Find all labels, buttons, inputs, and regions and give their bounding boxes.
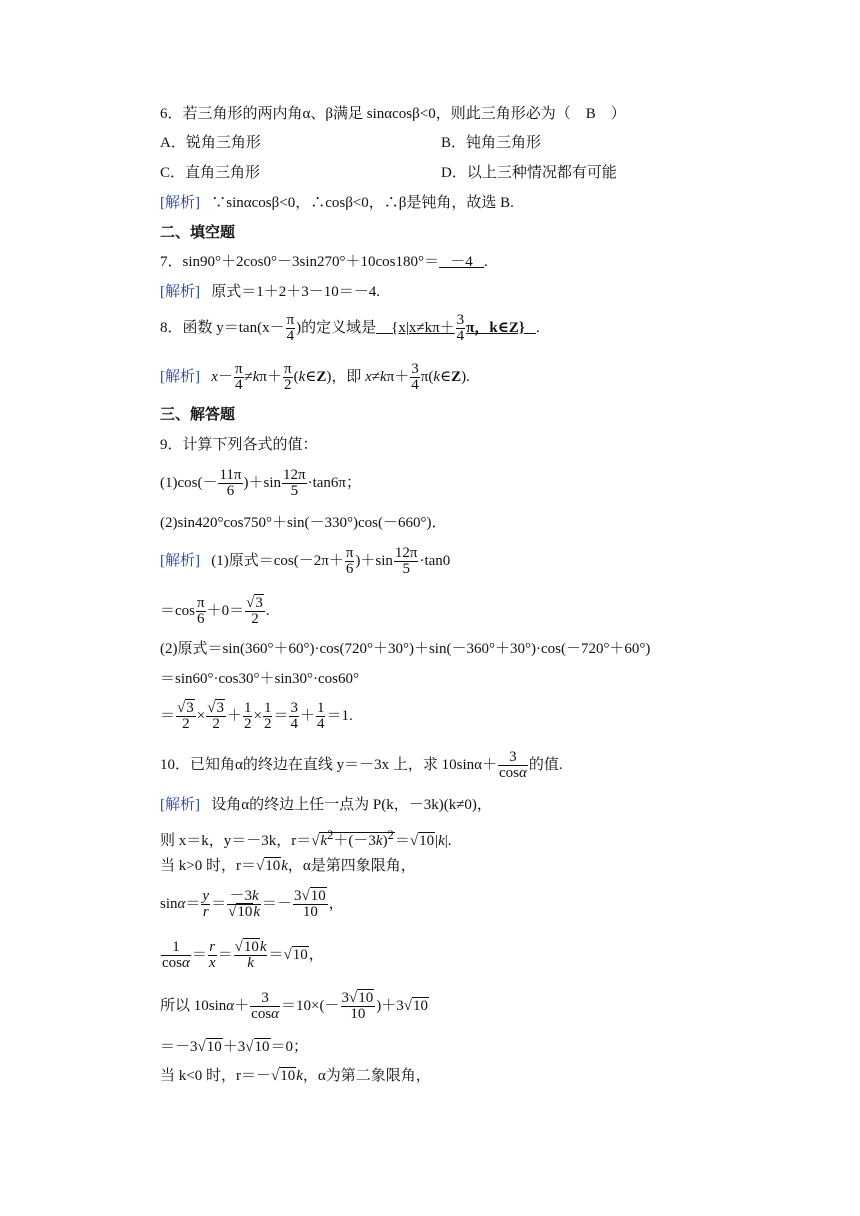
q10-stem-b: 的值.: [528, 757, 563, 773]
fraction: $\frac{r}{x}$: [208, 939, 216, 972]
q6-solution-text: ∵sinαcosβ<0，∴cosβ<0，∴β是钝角，故选 B.: [211, 195, 514, 211]
fraction: $\frac{\pi}{4}$: [234, 361, 243, 394]
section-fill-in: 二、填空题: [160, 225, 236, 241]
solution-tag: [解析]: [160, 195, 200, 211]
q9-part1-c: ·tan6π；: [307, 475, 362, 491]
fraction: $\frac{y}{r}$: [202, 888, 210, 921]
q9-solution-2: ＝cos $\frac{\pi}{6}$ ＋0＝ $\frac{√3}{2}$ .: [160, 595, 270, 628]
fraction: $\frac{\pi}{6}$: [197, 595, 205, 628]
q10-sol3-text: 当 k>0 时，r＝: [160, 858, 256, 874]
fraction: $\frac{1}{2}$: [263, 700, 272, 733]
fraction: $\frac{12\pi}{5}$: [283, 467, 306, 500]
q10-solution-1: [160, 795, 492, 815]
q8-stem: 8．函数 y＝tan(x－ $\frac{\pi}{4}$ )的定义域是 {x|x≠kπ＋ $\frac{3}{4}$ π，k∈Z} .: [160, 312, 540, 345]
fraction: $\frac{3}{\cos\alpha}$: [498, 749, 527, 782]
q10-sol3-tail: ，α是第四象限角，: [287, 858, 416, 874]
fraction: $\frac{3}{4}$: [411, 361, 419, 394]
fraction: $\frac{√10k}{k}$: [234, 939, 267, 972]
q9-solution-5: ＝ $\frac{√3}{2}$ × $\frac{√3}{2}$ ＋ $\frac{1}{2}$ × $\frac{1}{2}$ ＝ $\frac{3}{4}$ ＋ $\frac{1}{4}$ ＝1.: [160, 700, 353, 733]
q10-solution-6: 所以 10sinα＋ $\frac{3}{\cos\alpha}$ ＝10×(－ $\frac{3√10}{10}$ )＋3√10: [160, 990, 428, 1023]
fraction: $\frac{3√10}{10}$: [294, 888, 326, 921]
q9-solution-3: (2)原式＝sin(360°＋60°)·cos(720°＋30°)＋sin(－360°＋30°)·cos(－720°＋60°): [160, 641, 651, 657]
q9-solution-4: ＝sin60°·cos30°＋sin30°·cos60°: [160, 671, 359, 687]
fraction: $\frac{1}{\cos\alpha}$: [162, 939, 190, 972]
q10-solution-5: $\frac{1}{\cos\alpha}$ ＝ $\frac{r}{x}$ ＝ $\frac{√10k}{k}$ ＝√10，: [162, 939, 324, 972]
solution-tag: [解析]: [160, 369, 200, 385]
q8-stem-pre: 8．函数 y＝tan(x－: [160, 320, 285, 336]
fraction: $\frac{\pi}{6}$: [345, 545, 354, 578]
q6-stem: 6．若三角形的两内角α、β满足 sinαcosβ<0，则此三角形必为（ B ）: [160, 106, 626, 122]
q10-solution-2: 则 x＝k，y＝－3k，$r=√k^2+(-3k)^2=√10|k|$.: [160, 828, 452, 849]
fraction: $\frac{11\pi}{6}$: [219, 467, 242, 500]
fraction: $\frac{\pi}{4}$: [286, 312, 295, 345]
q8-stem-mid: )的定义域是: [296, 320, 377, 336]
fraction: $\frac{1}{2}$: [243, 700, 252, 733]
fraction: $\frac{√3}{2}$: [246, 595, 263, 628]
fraction: $\frac{12\pi}{5}$: [394, 545, 418, 578]
q8-solution: [解析] x－ $\frac{\pi}{4}$ ≠kπ＋ $\frac{\pi}{2}$ (k∈Z)，即 x≠kπ＋ $\frac{3}{4}$ π(k∈Z).: [160, 361, 470, 394]
q9-sol1-text: (1)原式＝cos(－2π＋: [211, 553, 344, 569]
fraction: $\frac{√3}{2}$: [177, 700, 194, 733]
q6-option-b: B．钝角三角形: [441, 135, 542, 151]
q10-stem: [160, 750, 563, 781]
fraction: $\frac{3}{4}$: [456, 312, 465, 345]
q7-solution: [160, 282, 380, 302]
q10-sol1-text: 设角α的终边上任一点为 P(k，－3k)(k≠0)，: [211, 797, 492, 813]
q7-stem: 7．sin90°＋2cos0°－3sin270°＋10cos180°＝ －4 .: [160, 254, 488, 270]
q7-stem-text: 7．sin90°＋2cos0°－3sin270°＋10cos180°＝: [160, 254, 439, 270]
q9-stem: 9．计算下列各式的值：: [160, 437, 318, 453]
q10-sol8-text: 当 k<0 时，r＝－: [160, 1068, 271, 1084]
q9-part1: [160, 468, 361, 499]
solution-tag: [解析]: [160, 797, 200, 813]
q9-part1-b: )＋sin: [243, 475, 282, 491]
solution-tag: [解析]: [160, 284, 200, 300]
q10-sol2-text: 则 x＝k，y＝－3k，r＝: [160, 833, 312, 849]
solution-tag: [解析]: [160, 553, 200, 569]
fraction: $\frac{-3k}{√10k}$: [228, 888, 260, 921]
q10-solution-7: ＝－3√10＋3√10＝0；: [160, 1039, 309, 1055]
fraction: $\frac{3}{\cos\alpha}$: [251, 990, 280, 1023]
q6-option-d: D．以上三种情况都有可能: [441, 165, 617, 181]
fraction: $\frac{√3}{2}$: [207, 700, 224, 733]
fraction: $\frac{3}{4}$: [290, 700, 298, 733]
q10-solution-8: 当 k<0 时，r＝－√10k，α为第二象限角，: [160, 1068, 431, 1084]
q9-part1-a: (1)cos(－: [160, 475, 218, 491]
q10-solution-4: sinα＝ $\frac{y}{r}$ ＝ $\frac{-3k}{√10k}$ ＝－ $\frac{3√10}{10}$ ，: [160, 888, 344, 921]
q10-sol8-tail: ，α为第二象限角，: [302, 1068, 431, 1084]
q8-answer-b: π，k∈Z}: [466, 320, 525, 336]
fraction: $\frac{1}{4}$: [316, 700, 325, 733]
q6-solution: [160, 193, 514, 213]
q7-answer: －4: [450, 254, 473, 270]
fraction: $\frac{\pi}{2}$: [284, 361, 292, 394]
q10-solution-3: 当 k>0 时，r＝√10k，α是第四象限角，: [160, 858, 416, 874]
q8-answer-a: {x|x≠kπ＋: [391, 320, 455, 336]
q10-stem-a: 10．已知角α的终边在直线 y＝－3x 上，求 10sinα＋: [160, 757, 497, 773]
q6-option-c: C．直角三角形: [160, 165, 261, 181]
q7-solution-text: 原式＝1＋2＋3－10＝－4.: [211, 284, 381, 300]
section-answer: 三、解答题: [160, 407, 236, 423]
q6-option-a: A．锐角三角形: [160, 135, 261, 151]
q9-part2: (2)sin420°cos750°＋sin(－330°)cos(－660°)．: [160, 515, 447, 531]
fraction: $\frac{3√10}{10}$: [341, 990, 374, 1023]
q9-solution-1: [解析] (1)原式＝cos(－2π＋ $\frac{\pi}{6}$ )＋sin $\frac{12\pi}{5}$ ·tan0: [160, 545, 451, 578]
